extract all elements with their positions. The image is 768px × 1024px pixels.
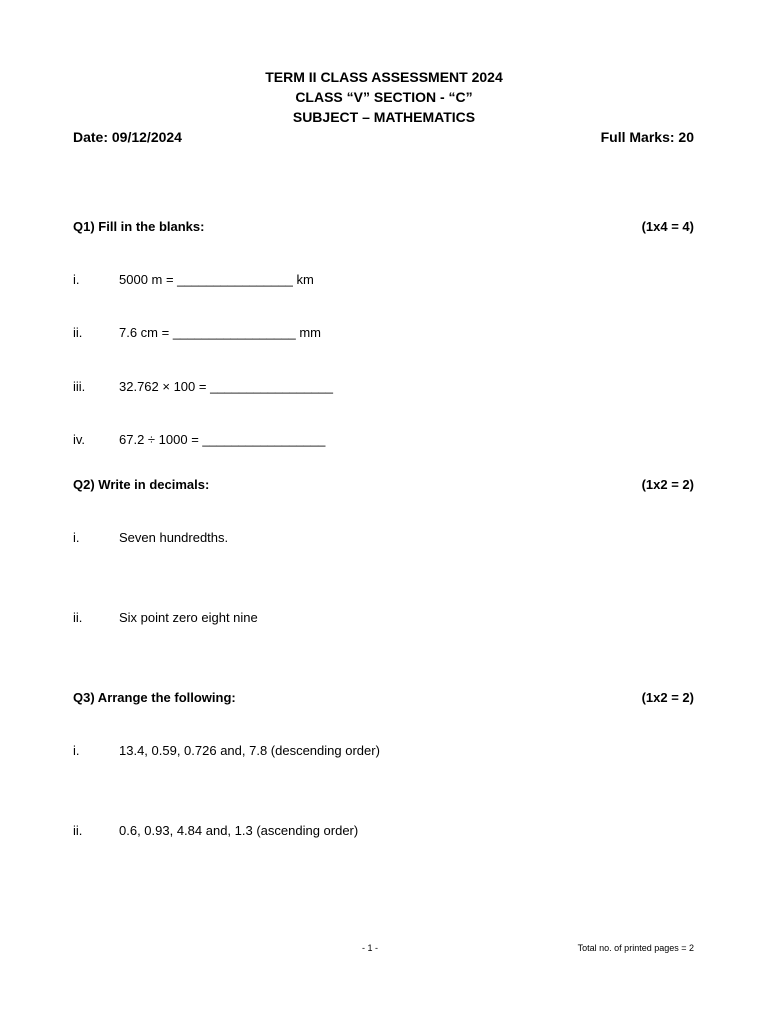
class-section: CLASS “V” SECTION - “C” <box>295 89 473 105</box>
q3-item-text: 13.4, 0.59, 0.726 and, 7.8 (descending order) <box>119 743 380 758</box>
q2-marks: (1x2 = 2) <box>641 477 694 492</box>
q1-marks: (1x4 = 4) <box>641 219 694 234</box>
q3-item-number: i. <box>73 743 80 758</box>
full-marks: Full Marks: 20 <box>600 129 694 145</box>
page-number: - 1 - <box>362 943 379 953</box>
q1-item-number: ii. <box>73 325 83 340</box>
q1-item-text: 67.2 ÷ 1000 = _________________ <box>119 432 326 447</box>
q1-item-text: 32.762 × 100 = _________________ <box>119 379 333 394</box>
total-pages-note: Total no. of printed pages = 2 <box>577 943 694 953</box>
q1-item-number: i. <box>73 272 80 287</box>
q2-title: Q2) Write in decimals: <box>73 477 210 492</box>
q3-item-number: ii. <box>73 823 83 838</box>
q1-item-number: iv. <box>73 432 86 447</box>
q1-item-number: iii. <box>73 379 86 394</box>
subject-title: SUBJECT – MATHEMATICS <box>292 109 476 125</box>
q3-item-text: 0.6, 0.93, 4.84 and, 1.3 (ascending order) <box>119 823 359 838</box>
q1-title: Q1) Fill in the blanks: <box>73 219 205 234</box>
q2-item-number: ii. <box>73 610 83 625</box>
exam-date: Date: 09/12/2024 <box>73 129 182 145</box>
q3-title: Q3) Arrange the following: <box>73 690 236 705</box>
q1-item-text: 7.6 cm = _________________ mm <box>119 325 322 340</box>
exam-title: TERM II CLASS ASSESSMENT 2024 <box>265 69 503 85</box>
q1-item-text: 5000 m = ________________ km <box>119 272 314 287</box>
q3-marks: (1x2 = 2) <box>641 690 694 705</box>
q2-item-number: i. <box>73 530 80 545</box>
q2-item-text: Six point zero eight nine <box>119 610 258 625</box>
q2-item-text: Seven hundredths. <box>119 530 229 545</box>
